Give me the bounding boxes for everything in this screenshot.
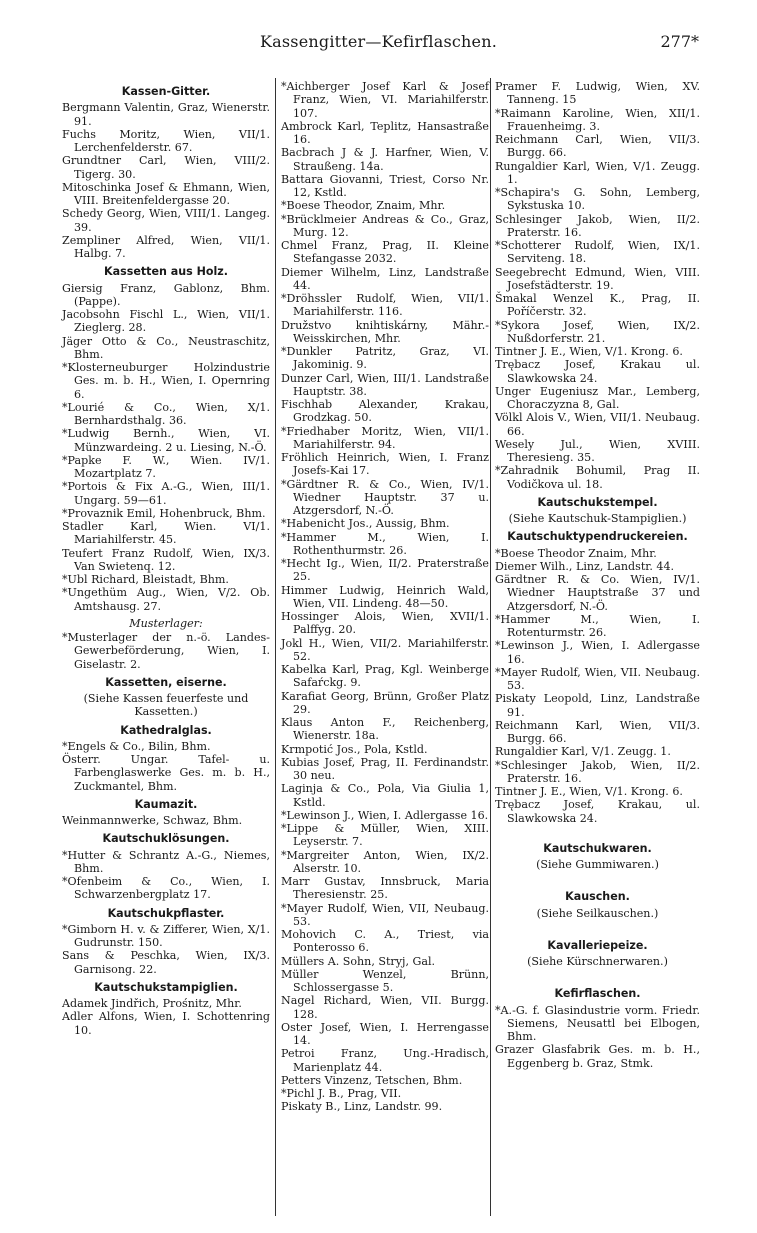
directory-entry: Stadler Karl, Wien. VI/1. Mariahilferstr. 45. (62, 520, 270, 547)
section-heading: Kefirflaschen. (554, 987, 641, 1001)
section-heading: Kassetten aus Holz. (104, 265, 228, 279)
directory-entry: Tintner J. E., Wien, V/1. Krong. 6. (495, 785, 683, 798)
directory-entry: *Hammer M., Wien, I. Rotenturmstr. 26. (495, 612, 700, 639)
directory-entry: *Lippe & Müller, Wien, XIII. Leyserstr. 7. (281, 822, 489, 849)
directory-entry: Sans & Peschka, Wien, IX/3. Garnisong. 22. (62, 949, 270, 976)
directory-entry: Battara Giovanni, Triest, Corso Nr. 12, Kstld. (281, 172, 489, 199)
directory-entry: *Raimann Karoline, Wien, XII/1. Frauenheimg. 3. (495, 106, 700, 133)
directory-entry: Ambrock Karl, Teplitz, Hansastraße 16. (281, 119, 489, 146)
running-title: Kassengitter—Kefirflaschen. (259, 32, 498, 51)
page-header (0, 32, 757, 54)
directory-entry: *Lourié & Co., Wien, X/1. Bernhardsthalg. 36. (62, 400, 270, 427)
directory-entry: Petroi Franz, Ung.-Hradisch, Marienplatz 44. (281, 1047, 489, 1074)
cross-reference-note: (Siehe Seilkauschen.) (536, 906, 659, 920)
directory-entry: *Habenicht Jos., Aussig, Bhm. (281, 517, 450, 531)
directory-entry: *Friedhaber Moritz, Wien, VII/1. Mariahilferstr. 94. (281, 424, 489, 451)
directory-entry: Jacobsohn Fischl L., Wien, VII/1. Zieglerg. 28. (62, 308, 270, 335)
directory-entry: *Schotterer Rudolf, Wien, IX/1. Serviteng. 18. (495, 239, 700, 266)
directory-entry: *Sykora Josef, Wien, IX/2. Nußdorferstr. 21. (495, 318, 700, 345)
cross-reference-note: (Siehe Kassen feuerfeste und Kassetten.) (83, 692, 249, 719)
directory-entry: Laginja & Co., Pola, Via Giulia 1, Kstld. (281, 782, 489, 809)
directory-entry: Fischhab Alexander, Krakau, Grodzkag. 50. (281, 398, 489, 425)
directory-column-2 (281, 80, 489, 1114)
directory-entry: *Dunkler Patritz, Graz, VI. Jakominig. 9. (281, 345, 489, 372)
section-heading: Kautschukwaren. (543, 841, 652, 855)
directory-entry: *Hammer M., Wien, I. Rothenthurmstr. 26. (281, 530, 489, 557)
directory-entry: Wesely Jul., Wien, XVIII. Theresieng. 35. (495, 437, 700, 464)
cross-reference-note: (Siehe Kautschuk-Stampiglien.) (508, 512, 687, 525)
section-heading: Kathedralglas. (120, 723, 212, 737)
directory-entry: Karafiat Georg, Brünn, Großer Platz 29. (281, 689, 489, 716)
directory-entry: Weinmannwerke, Schwaz, Bhm. (62, 814, 243, 827)
directory-entry: Diemer Wilhelm, Linz, Landstraße 44. (281, 265, 489, 292)
column-rule-left (275, 78, 276, 1216)
directory-entry: *Musterlager der n.-ö. Landes-Gewerbeförderung, Wien, I. Giselastr. 2. (62, 631, 270, 671)
section-spacer (495, 825, 700, 837)
section-heading: Kauschen. (565, 890, 630, 904)
directory-entry: Piskaty Leopold, Linz, Landstraße 91. (495, 692, 700, 719)
directory-entry: Klaus Anton F., Reichenberg, Wienerstr. 18a. (281, 716, 489, 743)
directory-entry: *Ofenbeim & Co., Wien, I. Schwarzenbergplatz 17. (62, 875, 270, 902)
section-spacer (495, 873, 700, 885)
column-rule-right (490, 78, 491, 1216)
directory-entry: Adamek Jindřich, Prośnitz, Mhr. (62, 997, 242, 1010)
directory-entry: Rungaldier Karl, Wien, V/1. Zeugg. 1. (495, 159, 700, 186)
directory-entry: *Pichl J. B., Prag, VII. (281, 1087, 402, 1100)
directory-entry: *Margreiter Anton, Wien, IX/2. Alserstr. 10. (281, 848, 489, 875)
cross-reference-note: (Siehe Gummiwaren.) (536, 858, 659, 871)
directory-entry: Müllers A. Sohn, Stryj, Gal. (281, 954, 436, 968)
directory-entry: *Boese Theodor Znaim, Mhr. (495, 546, 657, 560)
directory-entry: *Hecht Ig., Wien, II/2. Praterstraße 25. (281, 557, 489, 584)
sub-heading: Musterlager: (129, 616, 203, 630)
directory-entry: Völkl Alois V., Wien, VII/1. Neubaug. 66. (495, 411, 700, 438)
directory-column-1 (62, 80, 270, 1037)
directory-entry: *Ludwig Bernh., Wien, VI. Münzwardeing. 2 u. Liesing, N.-Ö. (62, 427, 270, 454)
directory-entry: *A.-G. f. Glasindustrie vorm. Friedr. Siemens, Neusattl bei Elbogen, Bhm. (495, 1003, 700, 1043)
directory-entry: *Dröhssler Rudolf, Wien, VII/1. Mariahilferstr. 116. (281, 292, 489, 319)
directory-entry: Mohovich C. A., Triest, via Ponterosso 6. (281, 928, 489, 955)
directory-entry: Tintner J. E., Wien, V/1. Krong. 6. (495, 345, 683, 358)
directory-entry: Šmakal Wenzel K., Prag, II. Poříčerstr. 32. (495, 292, 700, 319)
directory-entry: Dunzer Carl, Wien, III/1. Landstraße Hauptstr. 38. (281, 371, 489, 398)
section-heading: Kautschukpflaster. (107, 906, 225, 920)
directory-entry: *Papke F. W., Wien. IV/1. Mozartplatz 7. (62, 453, 270, 480)
directory-entry: Jokl H., Wien, VII/2. Mariahilferstr. 52. (281, 636, 489, 663)
directory-entry: Krmpotić Jos., Pola, Kstld. (281, 742, 428, 756)
directory-entry: *Schlesinger Jakob, Wien, II/2. Praterstr. 16. (495, 758, 700, 785)
directory-entry: Reichmann Karl, Wien, VII/3. Burgg. 66. (495, 718, 700, 745)
directory-entry: Pramer F. Ludwig, Wien, XV. Tanneng. 15 (495, 80, 700, 107)
directory-entry: Jäger Otto & Co., Neustraschitz, Bhm. (62, 334, 270, 361)
directory-entry: Družstvo knihtiskárny, Mähr.-Weisskirchen, Mhr. (281, 318, 489, 345)
section-heading: Kassen-Gitter. (121, 85, 211, 98)
directory-entry: Hossinger Alois, Wien, XVII/1. Palffyg. 20. (281, 610, 489, 637)
directory-entry: Fuchs Moritz, Wien, VII/1. Lerchenfelderstr. 67. (62, 127, 270, 154)
cross-reference-note: (Siehe Kürschnerwaren.) (527, 955, 668, 968)
section-heading: Kautschuklösungen. (102, 832, 230, 846)
directory-entry: Kubias Josef, Prag, II. Ferdinandstr. 30 neu. (281, 755, 489, 782)
directory-column-3 (495, 80, 700, 1070)
directory-entry: Adler Alfons, Wien, I. Schottenring 10. (62, 1010, 270, 1037)
directory-entry: *Gimborn H. v. & Zifferer, Wien, X/1. Gudrunstr. 150. (62, 922, 270, 949)
directory-entry: Piskaty B., Linz, Landstr. 99. (281, 1100, 443, 1114)
section-heading: Kavalleriepeize. (547, 938, 648, 952)
directory-entry: Trębacz Josef, Krakau ul. Slawkowska 24. (495, 358, 700, 385)
directory-entry: *Zahradnik Bohumil, Prag II. Vodičkova ul. 18. (495, 464, 700, 491)
directory-entry: Mitoschinka Josef & Ehmann, Wien, VIII. Breitenfeldergasse 20. (62, 180, 270, 207)
page-number: 277* (660, 32, 699, 51)
section-heading: Kautschukstampiglien. (94, 980, 238, 994)
directory-entry: *Aichberger Josef Karl & Josef Franz, Wien, VI. Mariahilferstr. 107. (281, 80, 489, 120)
directory-entry: *Schapira's G. Sohn, Lemberg, Sykstuska 10. (495, 186, 700, 213)
directory-entry: Bacbrach J & J. Harfner, Wien, V. Straußeng. 14a. (281, 146, 489, 173)
directory-entry: *Lewinson J., Wien, I. Adlergasse 16. (495, 639, 700, 666)
section-heading: Kautschukstempel. (537, 495, 658, 509)
section-spacer (495, 970, 700, 982)
section-spacer (495, 922, 700, 934)
directory-entry: *Engels & Co., Bilin, Bhm. (62, 739, 211, 753)
directory-entry: *Mayer Rudolf, Wien, VII, Neubaug. 53. (281, 901, 489, 928)
directory-entry: Seegebrecht Edmund, Wien, VIII. Josefstädterstr. 19. (495, 265, 700, 292)
directory-entry: Kabelka Karl, Prag, Kgl. Weinberge Safaŕckg. 9. (281, 663, 489, 690)
directory-entry: Marr Gustav, Innsbruck, Maria Theresienstr. 25. (281, 875, 489, 902)
directory-entry: Zempliner Alfred, Wien, VII/1. Halbg. 7. (62, 233, 270, 260)
directory-entry: Diemer Wilh., Linz, Landstr. 44. (495, 559, 675, 573)
directory-entry: *Portois & Fix A.-G., Wien, III/1. Ungarg. 59—61. (62, 480, 270, 507)
section-heading: Kautschuktypendruckereien. (507, 530, 688, 544)
section-heading: Kassetten, eiserne. (105, 675, 227, 689)
directory-entry: Reichmann Carl, Wien, VII/3. Burgg. 66. (495, 133, 700, 160)
directory-entry: *Klosterneuburger Holzindustrie Ges. m. b. H., Wien, I. Opernring 6. (62, 361, 270, 401)
directory-entry: Chmel Franz, Prag, II. Kleine Stefangasse 2032. (281, 239, 489, 266)
directory-entry: Giersig Franz, Gablonz, Bhm. (Pappe). (62, 281, 270, 308)
directory-entry: Himmer Ludwig, Heinrich Wald, Wien, VII. Lindeng. 48—50. (281, 583, 489, 610)
directory-entry: Grundtner Carl, Wien, VIII/2. Tigerg. 30. (62, 154, 270, 181)
directory-entry: *Hutter & Schrantz A.-G., Niemes, Bhm. (62, 848, 270, 875)
directory-entry: Rungaldier Karl, V/1. Zeugg. 1. (495, 745, 671, 759)
directory-entry: Schedy Georg, Wien, VIII/1. Langeg. 39. (62, 207, 270, 234)
directory-entry: Müller Wenzel, Brünn, Schlossergasse 5. (281, 967, 489, 994)
directory-entry: *Provaznik Emil, Hohenbruck, Bhm. (62, 506, 266, 520)
directory-entry: Unger Eugeniusz Mar., Lemberg, Choraczyzna 8, Gal. (495, 384, 700, 411)
directory-entry: *Brücklmeier Andreas & Co., Graz, Murg. 12. (281, 212, 489, 239)
directory-entry: *Lewinson J., Wien, I. Adlergasse 16. (281, 808, 489, 822)
directory-entry: Gärdtner R. & Co. Wien, IV/1. Wiedner Hauptstraße 37 und Atzgersdorf, N.-Ö. (495, 573, 700, 613)
directory-entry: Fröhlich Heinrich, Wien, I. Franz Josefs-Kai 17. (281, 451, 489, 478)
section-heading: Kaumazit. (134, 797, 198, 811)
directory-entry: Schlesinger Jakob, Wien, II/2. Praterstr. 16. (495, 212, 700, 239)
directory-entry: *Gärdtner R. & Co., Wien, IV/1. Wiedner Hauptstr. 37 u. Atzgersdorf, N.-Ö. (281, 477, 489, 517)
directory-entry: *Ungethüm Aug., Wien, V/2. Ob. Amtshausg. 27. (62, 586, 270, 613)
directory-entry: Oster Josef, Wien, I. Herrengasse 14. (281, 1020, 489, 1047)
directory-entry: Österr. Ungar. Tafel- u. Farbenglaswerke Ges. m. b. H., Zuckmantel, Bhm. (62, 753, 270, 793)
directory-entry: Petters Vinzenz, Tetschen, Bhm. (281, 1073, 463, 1087)
directory-entry: *Mayer Rudolf, Wien, VII. Neubaug. 53. (495, 665, 700, 692)
directory-entry: Grazer Glasfabrik Ges. m. b. H., Eggenberg b. Graz, Stmk. (495, 1043, 700, 1070)
directory-entry: *Ubl Richard, Bleistadt, Bhm. (62, 573, 229, 586)
directory-entry: Trębacz Josef, Krakau, ul. Slawkowska 24. (495, 798, 700, 825)
directory-entry: Teufert Franz Rudolf, Wien, IX/3. Van Swietenq. 12. (62, 546, 270, 573)
directory-entry: Nagel Richard, Wien, VII. Burgg. 128. (281, 994, 489, 1021)
directory-entry: *Boese Theodor, Znaim, Mhr. (281, 199, 446, 213)
directory-entry: Bergmann Valentin, Graz, Wienerstr. 91. (62, 101, 270, 128)
